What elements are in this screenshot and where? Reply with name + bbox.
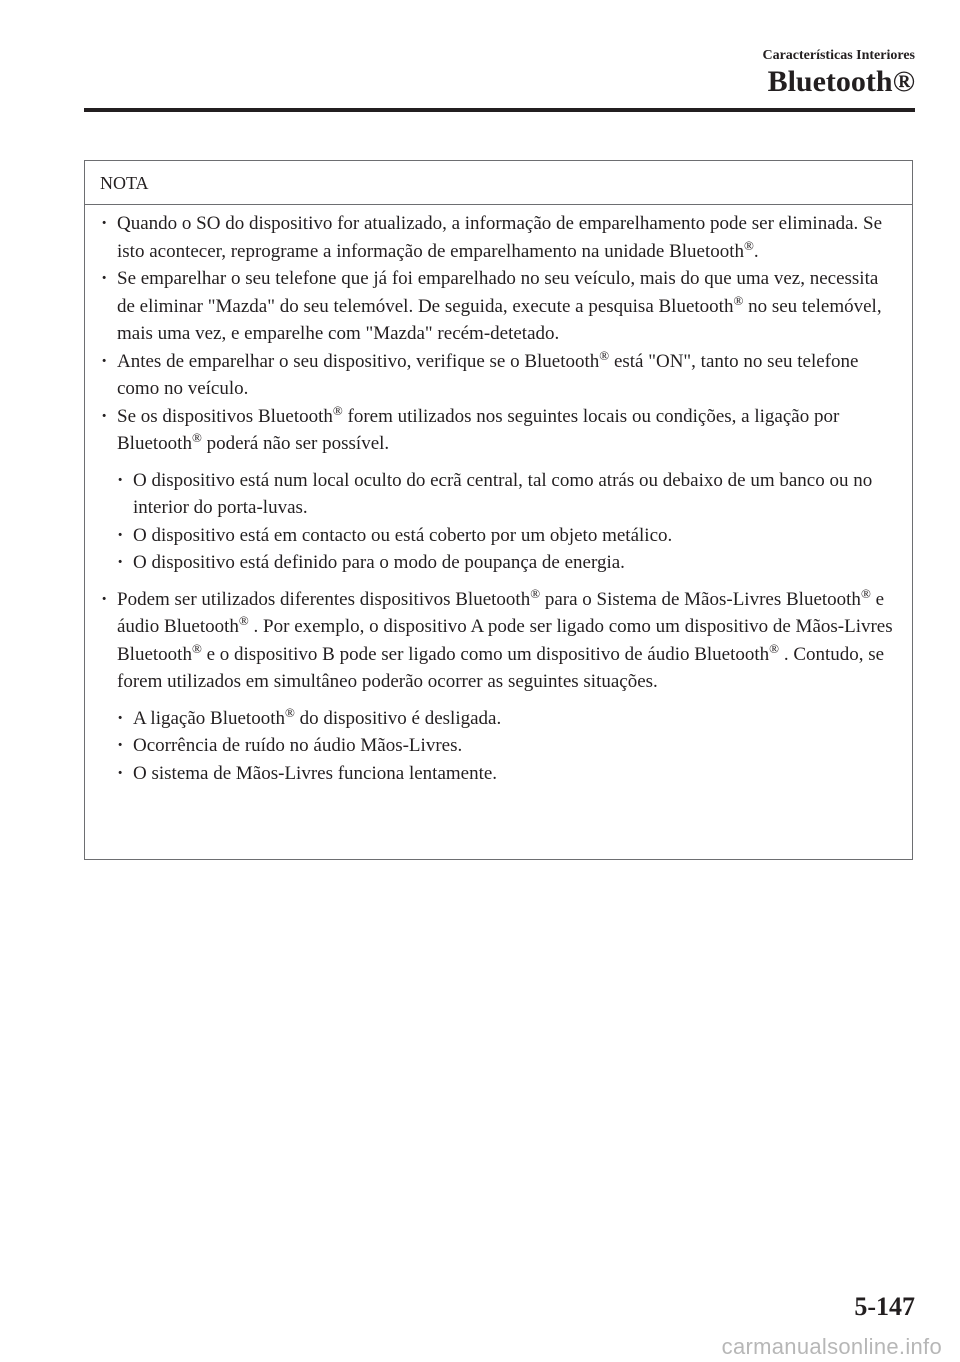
registered-mark: ® — [332, 402, 343, 418]
note-heading: NOTA — [85, 161, 912, 205]
registered-mark: ® — [860, 585, 871, 601]
page-number: 5-147 — [854, 1292, 915, 1321]
header-divider — [84, 108, 915, 112]
note-body — [85, 205, 912, 787]
registered-mark: ® — [769, 640, 780, 656]
note-sub-list — [117, 705, 900, 788]
note-item: · Se os dispositivos Bluetooth® forem utilizados nos seguintes locais ou condições, a ligação por Bluetooth® poderá não ser possível. — [101, 403, 900, 458]
registered-mark: ® — [238, 613, 249, 628]
note-sub-item: · Ocorrência de ruído no áudio Mãos-Livres. — [117, 732, 900, 760]
note-sub-list — [117, 467, 900, 577]
note-sub-item: · O dispositivo está num local oculto do ecrã central, tal como atrás ou debaixo de um banco ou no interior do porta-luvas. — [117, 467, 900, 522]
note-sub-item: · O dispositivo está definido para o modo de poupança de energia. — [117, 549, 900, 577]
registered-mark: ® — [284, 704, 295, 720]
note-sub-item: · A ligação Bluetooth® do dispositivo é desligada. — [117, 705, 900, 733]
watermark-text: carmanualsonline.info — [721, 1334, 942, 1359]
registered-mark: ® — [191, 430, 202, 445]
note-sub-item: · O dispositivo está em contacto ou está coberto por um objeto metálico. — [117, 522, 900, 550]
registered-mark: ® — [744, 237, 754, 253]
registered-mark: ® — [191, 640, 202, 656]
note-item: · Antes de emparelhar o seu dispositivo, verifique se o Bluetooth® está "ON", tanto no seu telefone como no veículo. — [101, 348, 900, 403]
note-box — [84, 160, 913, 860]
registered-mark: ® — [599, 347, 610, 363]
page-title: Bluetooth® — [767, 65, 915, 98]
section-title: Características Interiores — [762, 48, 915, 63]
note-item: · Quando o SO do dispositivo for atualizado, a informação de emparelhamento pode ser eliminada. Se isto acontecer, reprograme a informação de emparelhamento na unidade Bluetooth®. — [101, 210, 900, 265]
note-item: · Podem ser utilizados diferentes dispositivos Bluetooth® para o Sistema de Mãos-Livres Bluetooth® e áudio Bluetooth® . Por exemplo, o dispositivo A pode ser ligado como um dispositivo de Mãos-Livres Bluetooth® e o dispositivo B pode ser ligado como um dispositivo de áudio Bluetooth® . Contudo, se forem utilizados em simultâneo poderão ocorrer as seguintes situações. — [101, 586, 900, 696]
note-sub-item: · O sistema de Mãos-Livres funciona lentamente. — [117, 760, 900, 788]
registered-mark: ® — [733, 292, 744, 308]
note-item: · Se emparelhar o seu telefone que já foi emparelhado no seu veículo, mais do que uma vez, necessita de eliminar "Mazda" do seu telemóvel. De seguida, execute a pesquisa Bluetooth® no seu telemóvel, mais uma vez, e emparelhe com "Mazda" recém-detetado. — [101, 265, 900, 348]
registered-mark: ® — [530, 585, 541, 601]
